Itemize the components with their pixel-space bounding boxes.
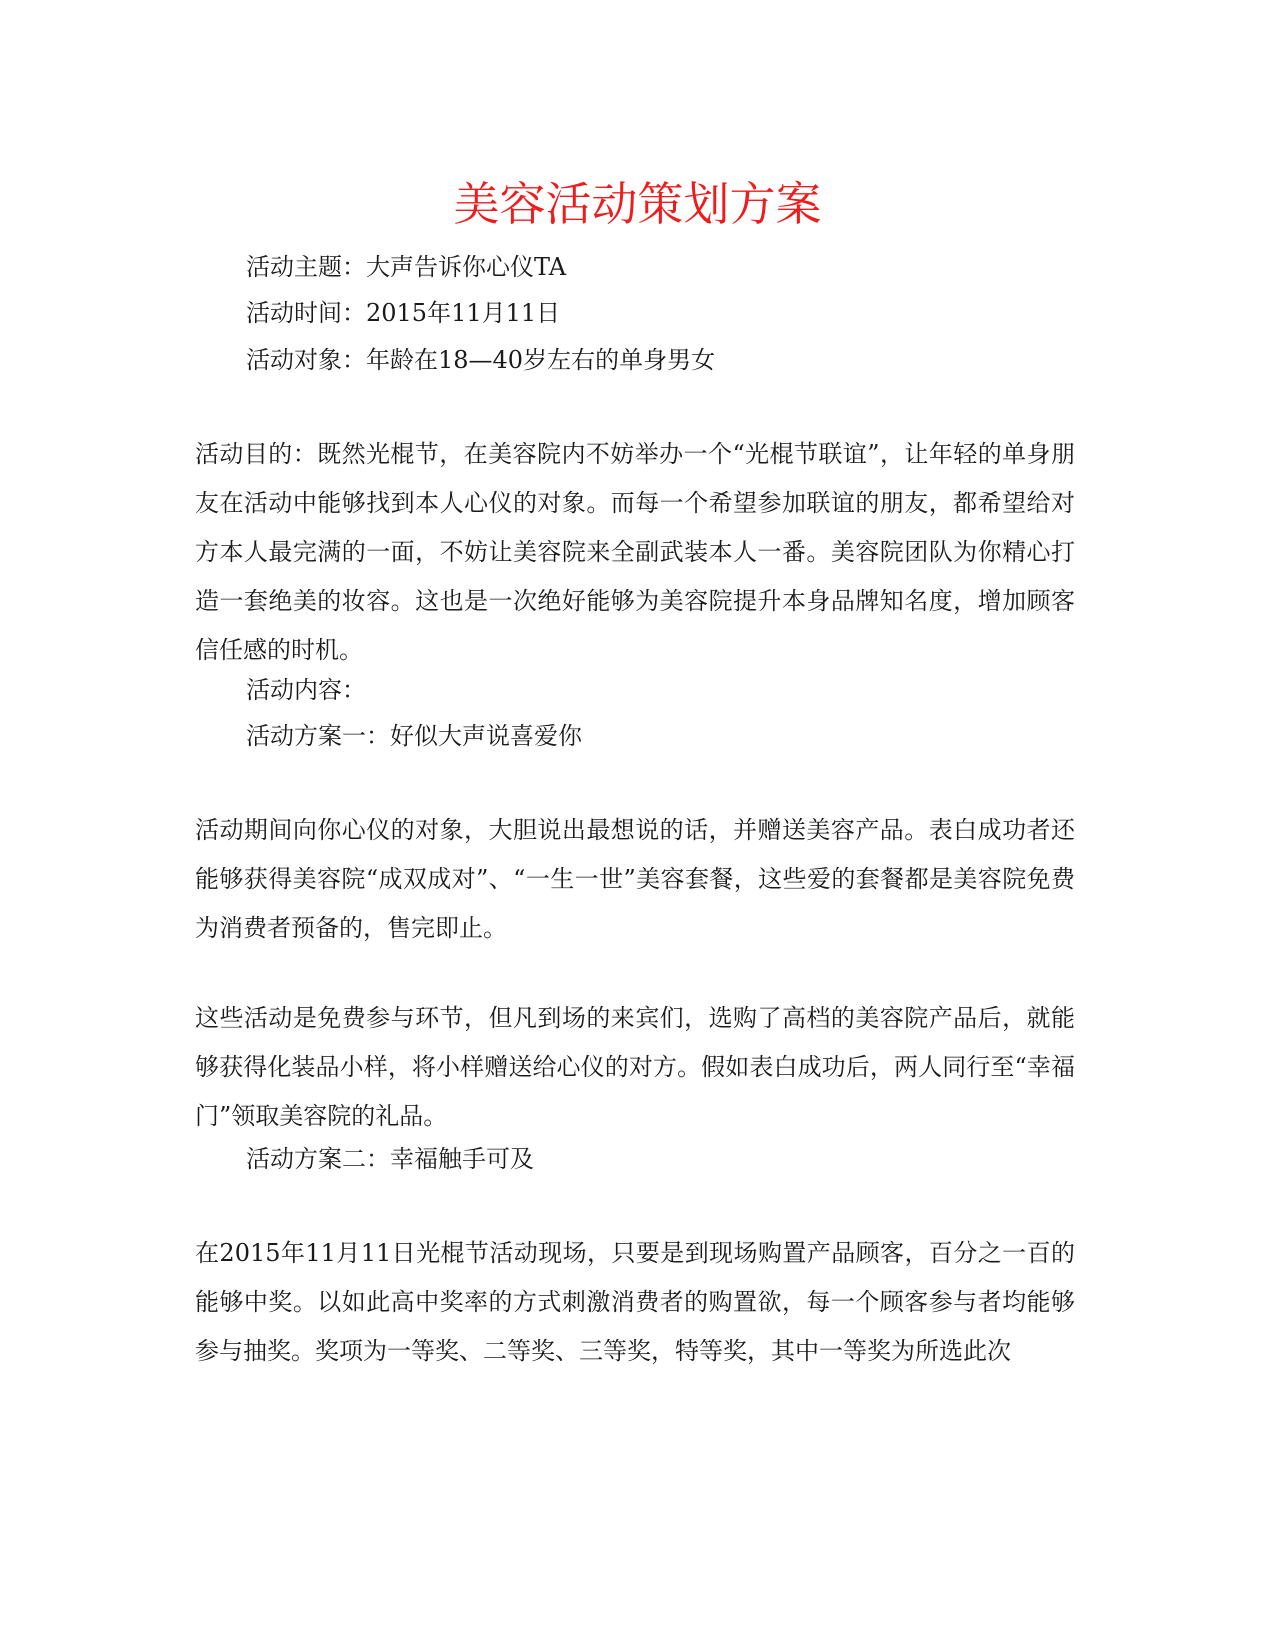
plan-one-heading: 活动方案一：好似大声说喜爱你 [246, 722, 582, 750]
plan-two-paragraph-1: 在2015年11月11日光棍节活动现场，只要是到现场购置产品顾客，百分之一百的能够中奖。以如此高中奖率的方式刺激消费者的购置欲，每一个顾客参与者均能够参与抽奖。奖项为一等奖、二等奖、三等奖，特等奖，其中一等奖为所选此次 [195, 1239, 1075, 1365]
activity-purpose-paragraph: 活动目的：既然光棍节，在美容院内不妨举办一个“光棍节联谊”，让年轻的单身朋友在活动中能够找到本人心仪的对象。而每一个希望参加联谊的朋友，都希望给对方本人最完满的一面，不妨让美容院来全副武装本人一番。美容院团队为你精心打造一套绝美的妆容。这也是一次绝好能够为美容院提升本身品牌知名度，增加顾客信任感的时机。 [195, 440, 1075, 664]
plan-one-paragraph-2: 这些活动是免费参与环节，但凡到场的来宾们，选购了高档的美容院产品后，就能够获得化装品小样，将小样赠送给心仪的对方。假如表白成功后，两人同行至“幸福门”领取美容院的礼品。 [195, 1004, 1075, 1130]
document-title: 美容活动策划方案 [453, 177, 822, 231]
plan-one-paragraph-1: 活动期间向你心仪的对象，大胆说出最想说的话，并赠送美容产品。表白成功者还能够获得美容院“成双成对”、“一生一世”美容套餐，这些爱的套餐都是美容院免费为消费者预备的，售完即止。 [195, 816, 1075, 942]
activity-target: 活动对象：年龄在18—40岁左右的单身男女 [246, 346, 716, 374]
activity-theme: 活动主题：大声告诉你心仪TA [246, 253, 567, 281]
activity-time: 活动时间：2015年11月11日 [246, 299, 561, 327]
plan-two-heading: 活动方案二：幸福触手可及 [246, 1145, 534, 1173]
activity-content-heading: 活动内容： [246, 676, 366, 704]
